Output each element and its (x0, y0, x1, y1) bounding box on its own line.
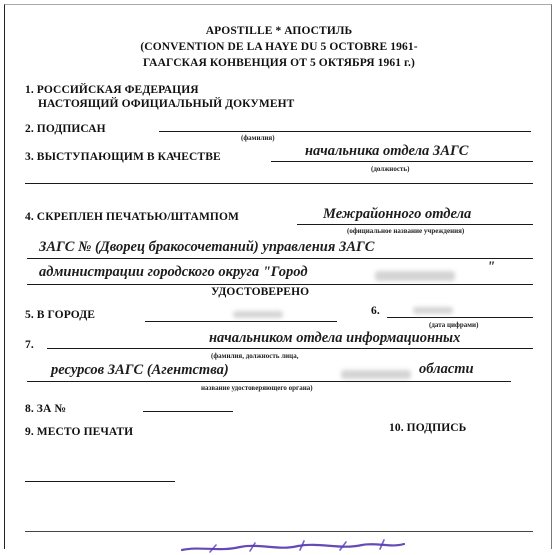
field-4-caption: (официальное название учреждения) (347, 227, 465, 235)
field-5-label: 5. В ГОРОДЕ (25, 309, 96, 321)
stamp-fragment (180, 534, 410, 555)
redaction-city (375, 271, 455, 281)
field-3-value: начальника отдела ЗАГС (305, 143, 469, 159)
field-4-label: 4. СКРЕПЛЕН ПЕЧАТЬЮ/ШТАМПОМ (25, 211, 239, 223)
header-convention-fr: (CONVENTION DE LA HAYE DU 5 OCTOBRE 1961- (140, 41, 418, 53)
field-6-caption: (дата цифрами) (429, 321, 479, 329)
field-4-value-a: Межрайонного отдела (323, 206, 472, 222)
apostille-form (4, 4, 552, 549)
certified-heading: УДОСТОВЕРЕНО (211, 286, 310, 298)
field-7-value-a: начальником отдела информационных (209, 330, 461, 346)
field-7-value-b: ресурсов ЗАГС (Агентства) (51, 362, 229, 378)
field-3-line (271, 161, 533, 162)
field-4-value-c: администрации городского округа "Город (39, 264, 308, 280)
field-10-label: 10. ПОДПИСЬ (389, 422, 467, 434)
field-2-caption: (фамилия) (241, 134, 275, 142)
field-7-line-a (47, 348, 533, 349)
field-6-label: 6. (371, 305, 380, 317)
header-convention-ru: ГААГСКАЯ КОНВЕНЦИЯ ОТ 5 ОКТЯБРЯ 1961 г.) (143, 57, 415, 69)
field-8-line (143, 411, 233, 412)
field-5-line (145, 321, 337, 322)
field-3-label: 3. ВЫСТУПАЮЩИМ В КАЧЕСТВЕ (25, 151, 221, 163)
field-1-document: НАСТОЯЩИЙ ОФИЦИАЛЬНЫЙ ДОКУМЕНТ (38, 98, 295, 110)
field-4-line-a (297, 224, 533, 225)
redaction-city-5 (233, 311, 283, 318)
field-4-line-c (27, 284, 533, 285)
header-title: APOSTILLE * АПОСТИЛЬ (205, 25, 353, 37)
field-1-country: 1. РОССИЙСКАЯ ФЕДЕРАЦИЯ (25, 84, 199, 96)
field-4-value-b: ЗАГС № (Дворец бракосочетаний) управления ЗАГС (39, 239, 375, 255)
field-3-line-2 (25, 183, 533, 184)
field-3-caption: (должность) (371, 165, 410, 173)
field-2-line (159, 131, 531, 132)
field-7-label: 7. (25, 339, 34, 351)
redaction-region (341, 370, 411, 379)
field-6-line (387, 317, 533, 318)
bottom-line (25, 531, 533, 532)
field-7-caption-b: название удостоверяющего органа) (201, 384, 313, 392)
field-7-caption: (фамилия, должность лица, (211, 352, 299, 360)
seal-line (25, 481, 175, 482)
field-2-label: 2. ПОДПИСАН (25, 123, 106, 135)
field-7-value-b-end: области (419, 361, 474, 377)
field-4-line-b (27, 258, 533, 259)
field-9-label: 9. МЕСТО ПЕЧАТИ (25, 426, 134, 438)
redaction-date (413, 307, 453, 314)
field-4-value-c-quote: " (487, 259, 496, 275)
field-7-line-b (27, 381, 511, 382)
field-8-label: 8. ЗА № (25, 403, 67, 415)
